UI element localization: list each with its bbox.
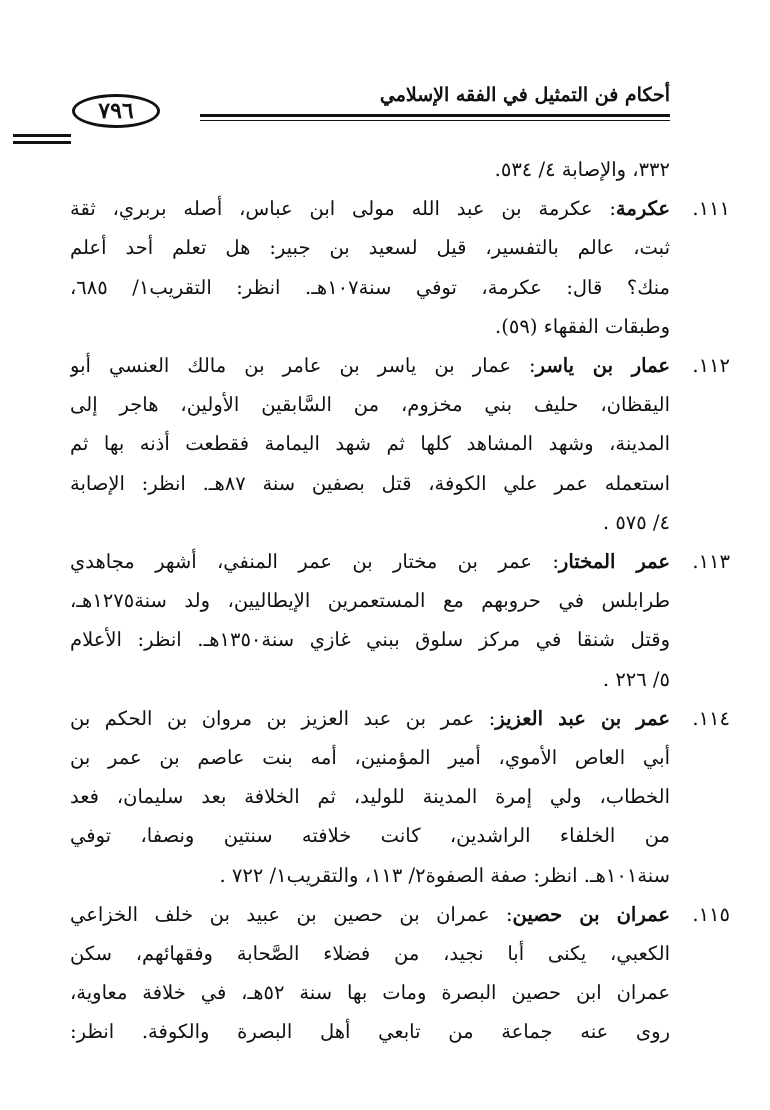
header-rule-thin xyxy=(200,120,670,121)
entry-line: استعمله عمر علي الكوفة، قتل بصفين سنة ٨٧هـ. انظر: الإصابة xyxy=(70,471,670,495)
entry-line: ثبت، عالم بالتفسير، قيل لسعيد بن جبير: هل تعلم أحد أعلم xyxy=(70,236,670,260)
biography-entry xyxy=(70,895,730,1052)
continuation-line: ٣٣٢، والإصابة ٤/ ٥٣٤. xyxy=(494,158,670,181)
entry-text: : عمار بن ياسر بن عامر بن مالك العنسي أبو xyxy=(70,354,536,378)
book-title: أحكام فن التمثيل في الفقه الإسلامي xyxy=(379,84,670,106)
entry-line: سنة١٠١هـ. انظر: صفة الصفوة٢/ ١١٣، والتقريب١/ ٧٢٢ . xyxy=(219,863,670,887)
entry-first-line xyxy=(70,189,670,228)
entry-text: : عكرمة بن عبد الله مولى ابن عباس، أصله بربري، ثقة xyxy=(70,197,616,221)
entry-line: وطبقات الفقهاء (٥٩). xyxy=(495,314,670,338)
entry-line: الكعبي، يكنى أبا نجيد، من فضلاء الصَّحابة وفقهائهم، سكن xyxy=(70,942,670,966)
entry-line: أبي العاص الأموي، أمير المؤمنين، أمه بنت عاصم بن عمر بن xyxy=(70,746,670,770)
entry-line: وقتل شنقا في مركز سلوق ببني غازي سنة١٣٥٠هـ. انظر: الأعلام xyxy=(70,628,670,652)
entry-line: منك؟ قال: عكرمة، توفي سنة١٠٧هـ. انظر: التقريب١/ ٦٨٥، xyxy=(70,275,670,299)
entry-line: ٤/ ٥٧٥ . xyxy=(602,510,670,534)
entry-first-line xyxy=(70,895,670,934)
header-rule xyxy=(200,114,670,117)
entry-name: عكرمة xyxy=(615,197,670,221)
entry-line: اليقظان، حليف بني مخزوم، من السَّابقين الأولين، هاجر إلى xyxy=(70,393,670,417)
entry-line: ٥/ ٢٢٦ . xyxy=(602,667,670,691)
entry-text: : عمران بن حصين بن عبيد بن خلف الخزاعي xyxy=(70,902,513,926)
entry-text: : عمر بن مختار بن عمر المنفي، أشهر مجاهدي xyxy=(70,550,559,574)
badge-rule-lower xyxy=(13,141,71,144)
entry-line: طرابلس في حروبهم مع المستعمرين الإيطاليين، ولد سنة١٢٧٥هـ، xyxy=(70,589,670,613)
page-number-text: ٧٩٦ xyxy=(98,98,134,124)
entry-number: ١١٥. xyxy=(692,902,730,926)
entry-text: : عمر بن عبد العزيز بن مروان بن الحكم بن xyxy=(70,706,496,730)
entry-line: روى عنه جماعة من تابعي أهل البصرة والكوفة. انظر: xyxy=(70,1020,670,1044)
entry-number: ١١٤. xyxy=(692,706,730,730)
entry-number: ١١١. xyxy=(692,197,730,221)
biography-entry xyxy=(70,346,730,542)
entry-number: ١١٣. xyxy=(692,550,730,574)
badge-rule xyxy=(13,134,71,137)
entry-line: المدينة، وشهد المشاهد كلها ثم شهد اليمامة فقطعت أذنه بها ثم xyxy=(70,432,670,456)
biography-entry xyxy=(70,542,730,699)
entry-line: عمران ابن حصين البصرة ومات بها سنة ٥٢هـ، في خلافة معاوية، xyxy=(70,981,670,1005)
entry-name: عمران بن حصين xyxy=(512,902,670,926)
entry-name: عمر بن عبد العزيز xyxy=(495,706,670,730)
page-number xyxy=(72,94,160,128)
entry-number: ١١٢. xyxy=(692,354,730,378)
entry-first-line xyxy=(70,346,670,385)
entry-name: عمار بن ياسر xyxy=(535,354,670,378)
biography-entry xyxy=(70,699,730,895)
entry-first-line xyxy=(70,542,670,581)
biography-entry xyxy=(70,189,730,346)
entry-first-line xyxy=(70,699,670,738)
entry-line: من الخلفاء الراشدين، كانت خلافته سنتين ونصفا، توفي xyxy=(70,824,670,848)
entry-line: الخطاب، ولي إمرة المدينة للوليد، ثم الخلافة بعد سليمان، فعد xyxy=(70,785,670,809)
page-body xyxy=(70,150,730,1052)
running-header xyxy=(70,70,670,130)
entry-name: عمر المختار xyxy=(558,550,670,574)
